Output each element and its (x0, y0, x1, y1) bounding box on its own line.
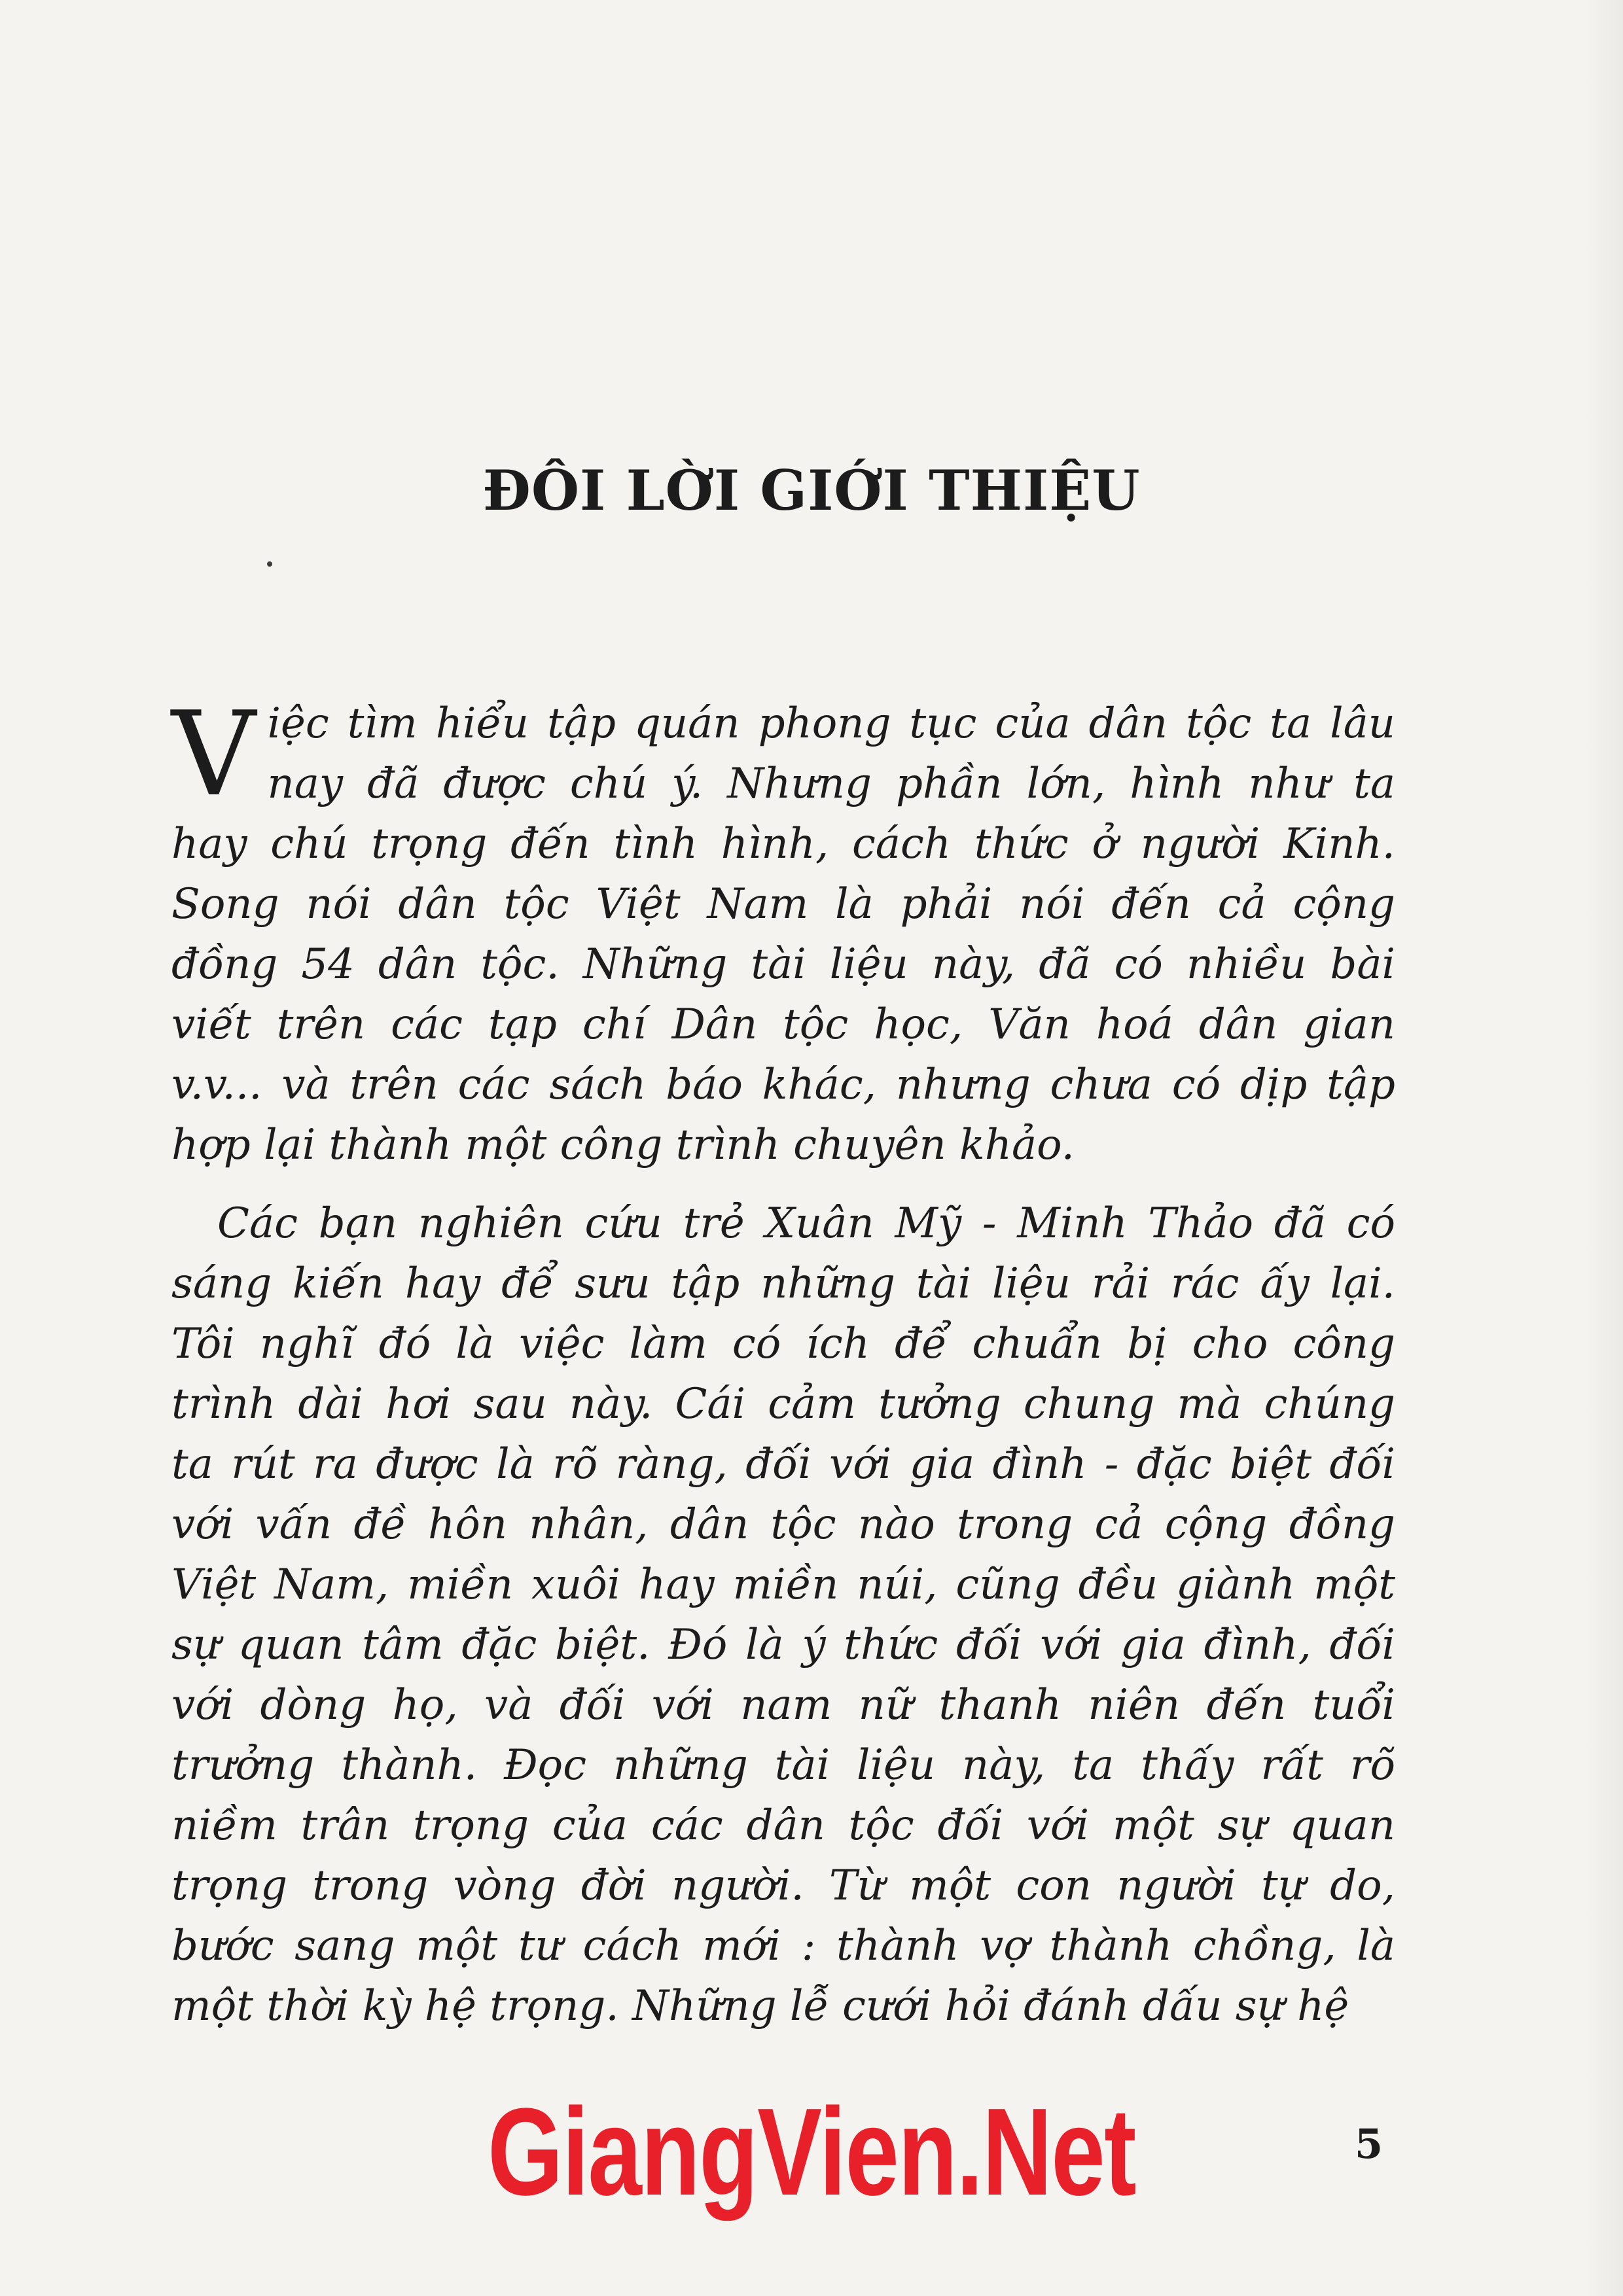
text-line: v.v... và trên các sách báo khác, nhưng chưa có dịp tập (171, 1061, 1395, 1109)
text-line: viết trên các tạp chí Dân tộc học, Văn hoá dân gian (171, 1000, 1395, 1049)
scan-speck (267, 561, 272, 567)
body-text (171, 686, 1395, 2036)
text-line: bước sang một tư cách mới : thành vợ thành chồng, là (171, 1922, 1395, 1970)
text-line: ta rút ra được là rõ ràng, đối với gia đình - đặc biệt đối (171, 1440, 1395, 1489)
paragraph-intro (171, 686, 1395, 1175)
text-line: Việt Nam, miền xuôi hay miền núi, cũng đều giành một (171, 1561, 1395, 1609)
paragraph-main (171, 1193, 1395, 2036)
text-line: sáng kiến hay để sưu tập những tài liệu rải rác ấy lại. (171, 1260, 1395, 1308)
text-line: đồng 54 dân tộc. Những tài liệu này, đã có nhiều bài (171, 940, 1395, 989)
page-title: ĐÔI LỜI GIỚI THIỆU (482, 458, 1141, 523)
text-line: hợp lại thành một công trình chuyên khảo. (171, 1121, 1075, 1169)
text-line: với dòng họ, và đối với nam nữ thanh niên đến tuổi (171, 1681, 1395, 1729)
text-line: trưởng thành. Đọc những tài liệu này, ta thấy rất rõ (171, 1741, 1395, 1790)
page-edge-shadow (1584, 0, 1623, 2296)
text-line: với vấn đề hôn nhân, dân tộc nào trong cả cộng đồng (171, 1500, 1395, 1549)
drop-cap-letter: V (171, 686, 256, 822)
text-line: một thời kỳ hệ trọng. Những lễ cưới hỏi đánh dấu sự hệ (171, 1982, 1349, 2030)
watermark-logo: GiangVien.Net (488, 2083, 1135, 2221)
text-line: trình dài hơi sau này. Cái cảm tưởng chung mà chúng (171, 1380, 1395, 1428)
text-line: nay đã được chú ý. Nhưng phần lớn, hình như ta (267, 760, 1395, 808)
text-line: trọng trong vòng đời người. Từ một con người tự do, (171, 1862, 1395, 1910)
text-line: sự quan tâm đặc biệt. Đó là ý thức đối với gia đình, đối (171, 1621, 1395, 1669)
text-line: hay chú trọng đến tình hình, cách thức ở người Kinh. (171, 820, 1395, 868)
text-line: Các bạn nghiên cứu trẻ Xuân Mỹ - Minh Thảo đã có (217, 1199, 1395, 1248)
page-number: 5 (1355, 2120, 1383, 2168)
text-line: niềm trân trọng của các dân tộc đối với một sự quan (171, 1801, 1395, 1850)
text-line: iệc tìm hiểu tập quán phong tục của dân tộc ta lâu (267, 699, 1395, 748)
text-line: Tôi nghĩ đó là việc làm có ích để chuẩn bị cho công (171, 1320, 1395, 1368)
text-line: Song nói dân tộc Việt Nam là phải nói đến cả cộng (171, 880, 1395, 928)
